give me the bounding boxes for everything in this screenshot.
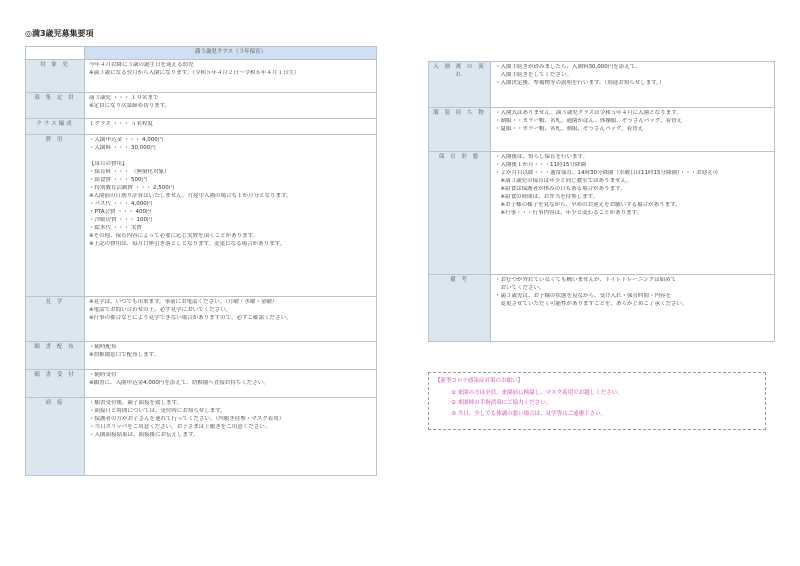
row-content <box>85 341 377 369</box>
row-content <box>491 108 775 152</box>
content-line: ・随時受付 <box>89 371 117 378</box>
content-line: 【毎月の費用】 <box>89 160 128 167</box>
table-row <box>26 92 377 118</box>
content-line: 今年４月以降に３歳の誕生日を迎える幼児 <box>89 61 194 68</box>
row-content <box>491 152 775 275</box>
content-line: ・入園手続きが済みましたら、入園料30,000円を添えて、 <box>495 64 641 70</box>
content-line: ・保育料 ・・・ （無償化対象） <box>89 168 170 175</box>
content-line: ※給食は保護者が休みの日もある場合があります。 <box>495 185 626 192</box>
content-line: ・満３歳児は、お子様の状態を見ながら、受け入れ・保育時間・内容を <box>495 292 672 299</box>
row-label: 願 書 配 布 <box>26 341 85 369</box>
content-line: ・入園決定後、準備物等の説明を行います。（別途お知らせします。） <box>495 79 665 86</box>
content-line: ・制服・・カラー帽、名札、通園かばん、体操服、ぞうさんバッグ、着替え <box>495 117 683 124</box>
content-line: おいてください。 <box>495 284 545 291</box>
content-line: ・保護者の方がお子さんを連れて行ってください。（内履き持参・マスク着用） <box>89 415 285 422</box>
table-row <box>429 275 775 342</box>
content-line: ・入園申込金 ・・・ 4,000円 <box>89 136 164 143</box>
row-content <box>85 134 377 296</box>
row-label: 願 書 受 付 <box>26 369 85 397</box>
table-corner <box>26 47 85 60</box>
table-header: 満３歳児クラス（３年保育） <box>85 47 377 60</box>
content-line: ・冷暖房費 ・・・ 100円 <box>89 216 153 223</box>
row-label: 保 育 形 態 <box>429 152 491 275</box>
table-row <box>429 108 775 152</box>
content-line: ※その他、保育内容によって必要に応じ実費を頂くことがあります。 <box>89 232 259 239</box>
row-label: 服 装 持 ち 物 <box>429 108 491 152</box>
content-line: 満３歳児 ・・・ １０名まで <box>89 94 159 101</box>
row-content <box>85 118 377 134</box>
table-row <box>26 296 377 341</box>
content-line: ※定員になり次第締め切ります。 <box>89 102 171 109</box>
content-line: ※満３歳になる翌月から入園になります。（令和５年４月２日～令和６年４月１日生） <box>89 69 300 76</box>
content-line: ・PTA会費 ・・・ 400円 <box>89 208 152 215</box>
row-label: 備 考 <box>429 275 491 342</box>
content-line: ※給食の時間は、お弁当を持参します。 <box>495 193 599 200</box>
notice-item: ③ 当日、少しでも体調の悪い場合は、見学等はご遠慮下さい。 <box>451 410 607 417</box>
row-label: 見 学 <box>26 296 85 341</box>
row-content <box>491 275 775 342</box>
content-line <box>89 153 372 161</box>
content-line: １クラス ・・・ ５名程度 <box>89 120 153 127</box>
content-line: ・入園面接結果は、面接後にお伝えします。 <box>89 431 199 438</box>
content-line: ・面接日と時間については、受付時にお知らせします。 <box>89 407 226 414</box>
table-row <box>26 369 377 397</box>
content-line: ・おむつが外れていなくても構いませんが、トイレトレーニングは始めて <box>495 277 677 283</box>
content-line: ※見学は、いつでも出来ます。事前にお電話ください。（月曜・水曜・金曜） <box>89 298 278 305</box>
content-line: ・入園後は、慣らし保育を行います。 <box>495 154 589 160</box>
content-line: ・特別教育活動費 ・・・ 2,500円 <box>89 184 175 191</box>
content-line: ※上記の費用は、毎月口座引き落としとなります。変更になる場合があります。 <box>89 240 286 247</box>
row-content <box>85 369 377 397</box>
notice-item: ② 来園時の手指消毒にご協力ください。 <box>451 400 552 407</box>
content-line: ※幼稚園窓口で配布します。 <box>89 351 160 358</box>
content-line: ・入園料 ・・・ 30,000円 <box>89 144 156 151</box>
row-content <box>85 92 377 118</box>
table-row <box>26 397 377 475</box>
notice-title: 【新型コロナ感染症対策のお願い】 <box>435 378 524 384</box>
notice-item: ① 来園の方は全員、来園前に検温し、マスク着用でお越しください。 <box>451 390 623 396</box>
content-line: ・入園式はありません。満３歳児クラスは令和５年４月に入園となります。 <box>495 110 682 116</box>
table-row <box>26 59 377 92</box>
content-line: ・当日スリッパをご用意ください。お子さまは上履きをご用意ください。 <box>89 423 271 430</box>
row-content <box>85 397 377 475</box>
covid-notice-box <box>428 372 766 430</box>
table-row <box>429 152 775 275</box>
content-line: ※満３歳児の保育は年少と同じ教室ではありません。 <box>495 177 632 184</box>
content-line: ※電話でお問い合わせの上、必ず見学においでください。 <box>89 306 232 313</box>
content-line: ・入園後１か月・・・11時15分降園 <box>495 161 586 168</box>
content-line: ※お子様の様子を見ながら、早めのお迎えをお願いする場合があります。 <box>495 201 681 208</box>
content-line: ・願書受付後、親子面接を致します。 <box>89 399 183 406</box>
row-content <box>85 296 377 341</box>
content-line: ・バス代 ・・・ 4,000円 <box>89 200 153 207</box>
content-line: ・夏服・・カラー帽、名札、制服、ぞうさんバッグ、着替え <box>495 125 644 132</box>
table-row <box>26 118 377 134</box>
table-row <box>429 62 775 108</box>
row-label: 入 園 後 の 流 れ <box>429 62 491 108</box>
content-line: ※行事・・・行事内容は、年少と変わることがあります。 <box>495 209 643 216</box>
row-content <box>85 59 377 92</box>
content-line: ・２か月目以降・・・通常保育、14時30分降園（水曜日は11時15分降園）・・・お迎え可 <box>495 169 719 176</box>
content-line: ・給食費 ・・・ 500円 <box>89 176 147 183</box>
content-line: ※行事の都合などにより見学できない場合がありますので、必ずご確認ください。 <box>89 314 292 321</box>
row-label: 面 接 <box>26 397 85 475</box>
table-row <box>26 341 377 369</box>
page-title: ◎満3歳児募集要項 <box>25 29 94 38</box>
content-line: ※願書に、入園申込金4,000円を添えて、幼稚園へ直接お持ちください。 <box>89 379 269 386</box>
content-line: 変更させていただく可能性がありますことを、あらかじめご了承ください。 <box>495 300 688 307</box>
content-line: 入園手続きをしてください。 <box>495 71 573 78</box>
content-line: ・絵本代 ・・・ 実費 <box>89 224 142 231</box>
content-line: ※入園前の日割り計算はいたしません。月途中入園の場合も１か月分となります。 <box>89 192 292 199</box>
row-label: 費 用 <box>26 134 85 296</box>
content-line: ・随時配布 <box>89 343 117 350</box>
row-content <box>491 62 775 108</box>
details-table <box>428 61 775 342</box>
row-label: クラス編成 <box>26 118 85 134</box>
table-row <box>26 134 377 296</box>
recruitment-table <box>25 46 377 476</box>
row-label: 募 集 定 員 <box>26 92 85 118</box>
row-label: 対 象 児 <box>26 59 85 92</box>
